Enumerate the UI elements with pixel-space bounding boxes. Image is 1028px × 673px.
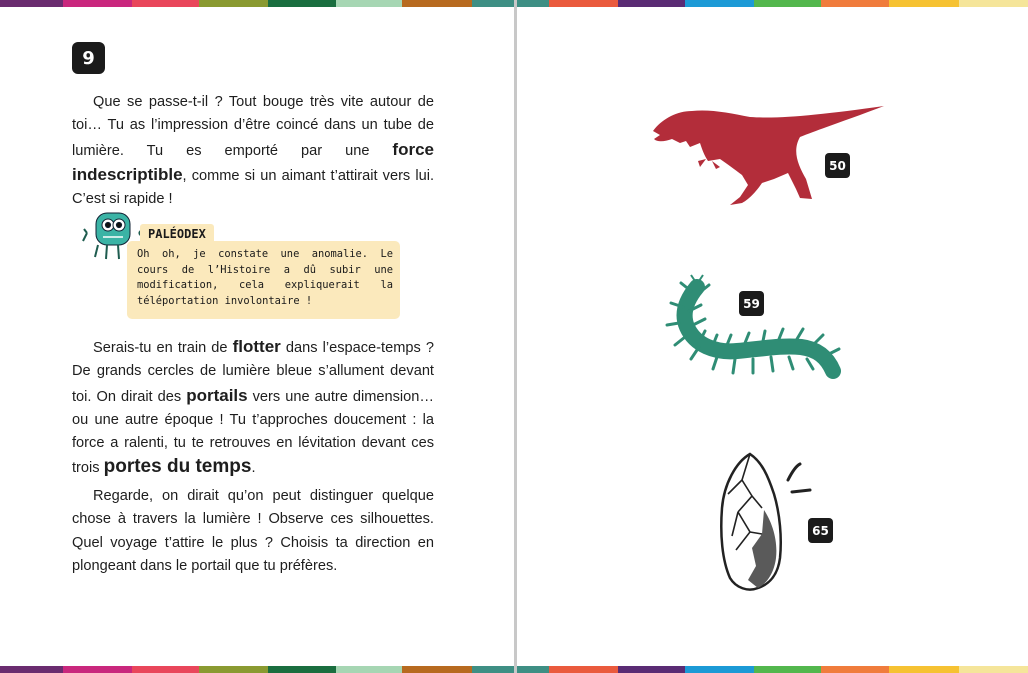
page-badge-59: 59 <box>739 291 764 316</box>
stripe-segment <box>519 0 549 7</box>
stripe-segment <box>472 0 520 7</box>
page-number: 9 <box>72 42 105 74</box>
page-badge-50: 50 <box>825 153 850 178</box>
stripe-segment <box>268 666 336 673</box>
stripe-segment <box>402 0 471 7</box>
paragraph-choose: Regarde, on dirait qu’on peut distinguer quelque chose à travers la lumière ! Observe ces silhouettes. Quel voyage t’attire le plus ? Choisis ta direction en plongeant dans le portail que tu préfères. <box>72 488 434 574</box>
stripe-segment <box>549 666 617 673</box>
stripe-segment <box>889 666 958 673</box>
stripe-segment <box>549 0 617 7</box>
stripe-segment <box>132 666 199 673</box>
stripe-segment <box>199 0 267 7</box>
page-badge-65: 65 <box>808 518 833 543</box>
stripe-segment <box>132 0 199 7</box>
stripe-segment <box>63 666 131 673</box>
stripe-segment <box>821 0 889 7</box>
stripe-segment <box>959 0 1028 7</box>
stripe-segment <box>618 0 685 7</box>
paleodex-speech-box: Oh oh, je constate une anomalie. Le cours de l’Histoire a dû subir une modification, cela expliquerait la téléportation involontaire ! <box>127 241 400 319</box>
page-gutter <box>514 0 517 673</box>
stripe-segment <box>402 666 471 673</box>
stripe-segment <box>754 666 820 673</box>
dinosaur-silhouette-icon[interactable] <box>650 103 886 207</box>
stripe-segment <box>472 666 520 673</box>
stripe-segment <box>199 666 267 673</box>
stripe-segment <box>685 0 754 7</box>
stripe-segment <box>519 666 549 673</box>
stripe-segment <box>63 0 131 7</box>
stripe-segment <box>336 666 402 673</box>
stripe-segment <box>685 666 754 673</box>
paleodex-label: PALÉODEX <box>140 224 214 246</box>
stone-tool-silhouette-icon[interactable] <box>718 450 818 592</box>
stripe-segment <box>268 0 336 7</box>
stripe-segment <box>0 666 63 673</box>
stripe-segment <box>0 0 63 7</box>
stripe-segment <box>959 666 1028 673</box>
stripe-segment <box>821 666 889 673</box>
paragraph-portals: Serais-tu en train de flotter dans l’espace-temps ? De grands cercles de lumière bleue s’allument devant toi. On dirait des portails vers une autre dimension… ou une autre époque ! Tu t’approches doucement : la force a ralenti, tu te retrouves en lévitation devant ces trois portes du temps. <box>72 337 434 478</box>
stripe-segment <box>889 0 958 7</box>
stripe-segment <box>336 0 402 7</box>
paragraph-intro: Que se passe-t-il ? Tout bouge très vite autour de toi… Tu as l’impression d’être coincé dans un tube de lumière. Tu es emporté par une force indescriptible, comme si un aimant t’attirait vers lui. C’est si rapide ! <box>72 94 434 208</box>
stripe-segment <box>618 666 685 673</box>
stripe-segment <box>754 0 820 7</box>
